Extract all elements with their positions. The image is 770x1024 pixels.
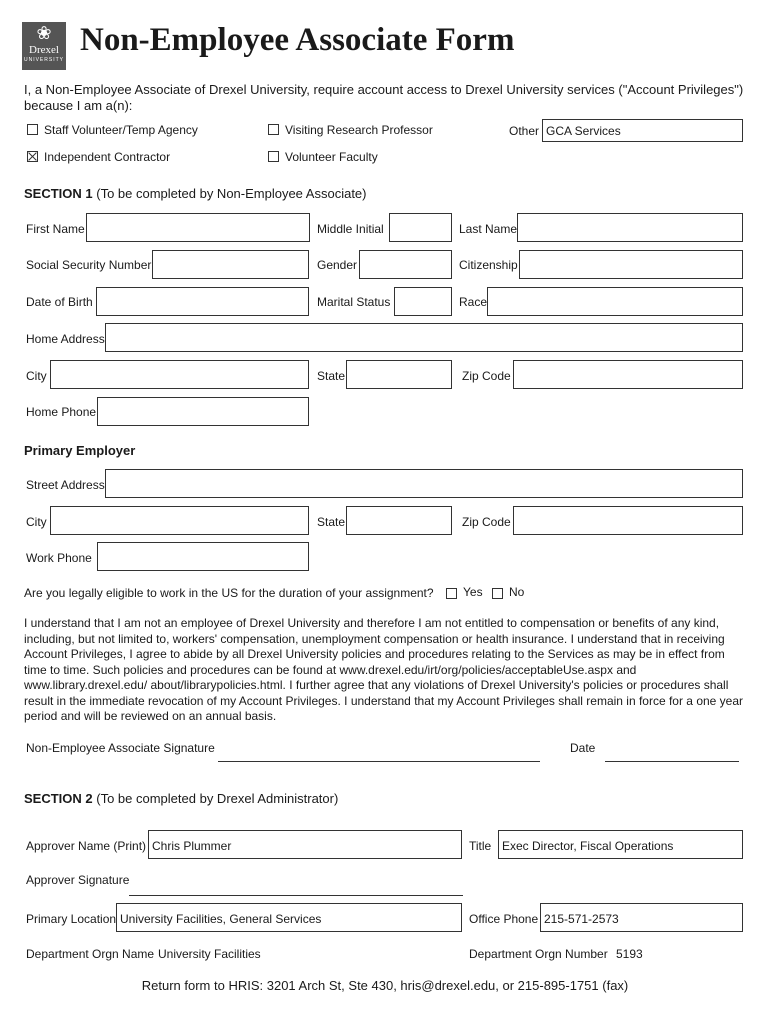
- citizenship-input[interactable]: [519, 250, 743, 279]
- middle-initial-label: Middle Initial: [317, 222, 384, 236]
- volunteer-faculty-label: Volunteer Faculty: [285, 150, 378, 164]
- ssn-input[interactable]: [152, 250, 309, 279]
- approver-signature-line[interactable]: [129, 895, 463, 896]
- home-phone-input[interactable]: [97, 397, 309, 426]
- city-label: City: [26, 369, 47, 383]
- city-input[interactable]: [50, 360, 309, 389]
- race-label: Race: [459, 295, 488, 309]
- gender-input[interactable]: [359, 250, 452, 279]
- primary-location-input[interactable]: University Facilities, General Services: [116, 903, 462, 932]
- volunteer-faculty-checkbox[interactable]: [268, 151, 279, 162]
- marital-status-input[interactable]: [394, 287, 452, 316]
- date-line[interactable]: [605, 761, 739, 762]
- title-label: Title: [469, 839, 492, 853]
- primary-employer-heading: Primary Employer: [24, 443, 136, 458]
- office-phone-label: Office Phone: [469, 912, 539, 926]
- ssn-label: Social Security Number: [26, 258, 152, 272]
- primary-location-label: Primary Location: [26, 912, 117, 926]
- last-name-label: Last Name: [459, 222, 518, 236]
- page-title: Non-Employee Associate Form: [80, 22, 515, 58]
- dob-label: Date of Birth: [26, 295, 93, 309]
- home-address-label: Home Address: [26, 332, 105, 346]
- state-input[interactable]: [346, 360, 452, 389]
- office-phone-input[interactable]: 215-571-2573: [540, 903, 743, 932]
- other-field[interactable]: GCA Services: [542, 119, 743, 142]
- signature-label: Non-Employee Associate Signature: [26, 741, 215, 755]
- gender-label: Gender: [317, 258, 358, 272]
- visiting-professor-label: Visiting Research Professor: [285, 123, 433, 137]
- section1-heading: SECTION 1 (To be completed by Non-Employee Associate): [24, 186, 367, 201]
- logo-text: Drexel: [29, 44, 59, 56]
- dob-input[interactable]: [96, 287, 309, 316]
- date-label: Date: [570, 741, 596, 755]
- dept-orgn-name-label: Department Orgn Name: [26, 947, 155, 961]
- dept-orgn-name-value: University Facilities: [158, 947, 261, 961]
- street-address-label: Street Address: [26, 478, 105, 492]
- other-label: Other: [509, 124, 540, 138]
- state-label: State: [317, 369, 346, 383]
- staff-volunteer-checkbox[interactable]: [27, 124, 38, 135]
- eligibility-no-label: No: [509, 585, 525, 599]
- employer-zip-label: Zip Code: [462, 515, 511, 529]
- independent-contractor-label: Independent Contractor: [44, 150, 171, 164]
- agreement-text: I understand that I am not an employee of Drexel University and therefore I am not entitled to compensation or benefits of any kind, including, but not limited to, workers' compensation, unemployment compensation or health insurance. I understand that in receiving Account Privileges, I agree to abide by all Drexel University policies and procedures relating to the Services as may be in effect from time to time. Such policies and procedures can be found at www.drexel.edu/irt/org/policies/acceptableUse.aspx and www.library.drexel.edu/ about/librarypolicies.html. I further agree that any violations of Drexel University's policies or procedures shall result in the immediate revocation of my Account Privileges. I understand that my Account Privileges shall remain in force for a one year period and will be reviewed on an annual basis.: [24, 616, 744, 723]
- eligibility-yes-label: Yes: [463, 585, 483, 599]
- work-phone-input[interactable]: [97, 542, 309, 571]
- race-input[interactable]: [487, 287, 743, 316]
- middle-initial-input[interactable]: [389, 213, 452, 242]
- approver-name-label: Approver Name (Print): [26, 839, 147, 853]
- independent-contractor-checkbox[interactable]: [27, 151, 38, 162]
- zip-label: Zip Code: [462, 369, 511, 383]
- citizenship-label: Citizenship: [459, 258, 518, 272]
- eligibility-question: Are you legally eligible to work in the US for the duration of your assignment?: [24, 586, 434, 600]
- drexel-logo: [22, 22, 66, 70]
- work-phone-label: Work Phone: [26, 551, 92, 565]
- street-address-input[interactable]: [105, 469, 743, 498]
- last-name-input[interactable]: [517, 213, 743, 242]
- eligibility-no-checkbox[interactable]: [492, 588, 503, 599]
- logo-subtext: UNIVERSITY: [23, 57, 64, 63]
- section2-heading: SECTION 2 (To be completed by Drexel Administrator): [24, 791, 339, 806]
- first-name-input[interactable]: [86, 213, 310, 242]
- zip-input[interactable]: [513, 360, 743, 389]
- employer-zip-input[interactable]: [513, 506, 743, 535]
- dragon-icon: ❀: [36, 23, 52, 43]
- first-name-label: First Name: [26, 222, 85, 236]
- marital-status-label: Marital Status: [317, 295, 391, 309]
- dept-orgn-number-label: Department Orgn Number: [469, 947, 608, 961]
- eligibility-yes-checkbox[interactable]: [446, 588, 457, 599]
- visiting-professor-checkbox[interactable]: [268, 124, 279, 135]
- home-phone-label: Home Phone: [26, 405, 97, 419]
- employer-state-label: State: [317, 515, 346, 529]
- approver-signature-label: Approver Signature: [26, 873, 130, 887]
- employer-city-input[interactable]: [50, 506, 309, 535]
- footer-return-info: Return form to HRIS: 3201 Arch St, Ste 430, hris@drexel.edu, or 215-895-1751 (fax): [141, 978, 629, 993]
- signature-line[interactable]: [218, 761, 540, 762]
- staff-volunteer-label: Staff Volunteer/Temp Agency: [44, 123, 198, 137]
- approver-name-input[interactable]: Chris Plummer: [148, 830, 462, 859]
- employer-city-label: City: [26, 515, 47, 529]
- employer-state-input[interactable]: [346, 506, 452, 535]
- dept-orgn-number-value: 5193: [616, 947, 643, 961]
- title-input[interactable]: Exec Director, Fiscal Operations: [498, 830, 743, 859]
- intro-text: I, a Non-Employee Associate of Drexel University, require account access to Drexel University services ("Account Privileges") because I am a(n):: [24, 82, 744, 113]
- home-address-input[interactable]: [105, 323, 743, 352]
